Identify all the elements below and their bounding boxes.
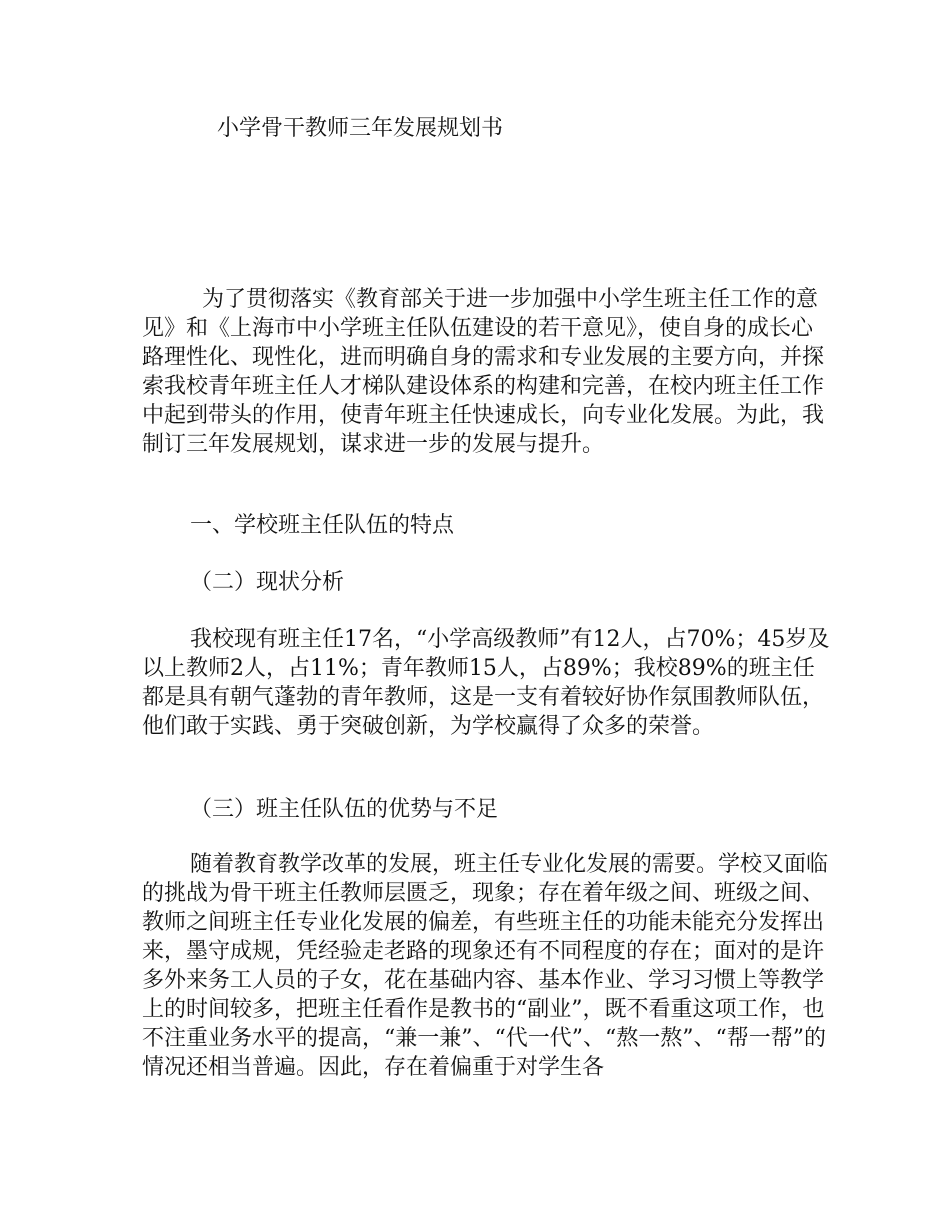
status-analysis-paragraph: 我校现有班主任17名，“小学高级教师”有12人，占70%；45岁及以上教师2人，占11%；青年教师15人，占89%；我校89%的班主任都是具有朝气蓬勃的青年教师，这是一支有着较好协作氛围教师队伍，他们敢于实践、勇于突破创新，为学校赢得了众多的荣誉。 <box>142 627 830 739</box>
intro-paragraph: 为了贯彻落实《教育部关于进一步加强中小学生班主任工作的意见》和《上海市中小学班主任队伍建设的若干意见》，使自身的成长心路理性化、现性化，进而明确自身的需求和专业发展的主要方向，并探索我校青年班主任人才梯队建设体系的构建和完善，在校内班主任工作中起到带头的作用，使青年班主任快速成长，向专业化发展。为此，我制订三年发展规划，谋求进一步的发展与提升。 <box>142 287 825 457</box>
section-heading-characteristics: 一、学校班主任队伍的特点 <box>190 513 455 538</box>
subsection-heading-strengths-weaknesses: （三）班主任队伍的优势与不足 <box>190 797 499 822</box>
strengths-weaknesses-paragraph: 随着教育教学改革的发展，班主任专业化发展的需要。学校又面临的挑战为骨干班主任教师层匮乏，现象；存在着年级之间、班级之间、教师之间班主任专业化发展的偏差，有些班主任的功能未能充分发挥出来，墨守成规，凭经验走老路的现象还有不同程度的存在；面对的是许多外来务工人员的子女，花在基础内容、基本作业、学习习惯上等教学上的时间较多，把班主任看作是教书的“副业”，既不看重这项工作，也不注重业务水平的提高，“兼一兼”、“代一代”、“熬一熬”、“帮一帮”的情况还相当普遍。因此，存在着偏重于对学生各 <box>142 852 829 1080</box>
subsection-heading-status-analysis: （二）现状分析 <box>190 570 345 595</box>
document-title: 小学骨干教师三年发展规划书 <box>217 116 504 141</box>
